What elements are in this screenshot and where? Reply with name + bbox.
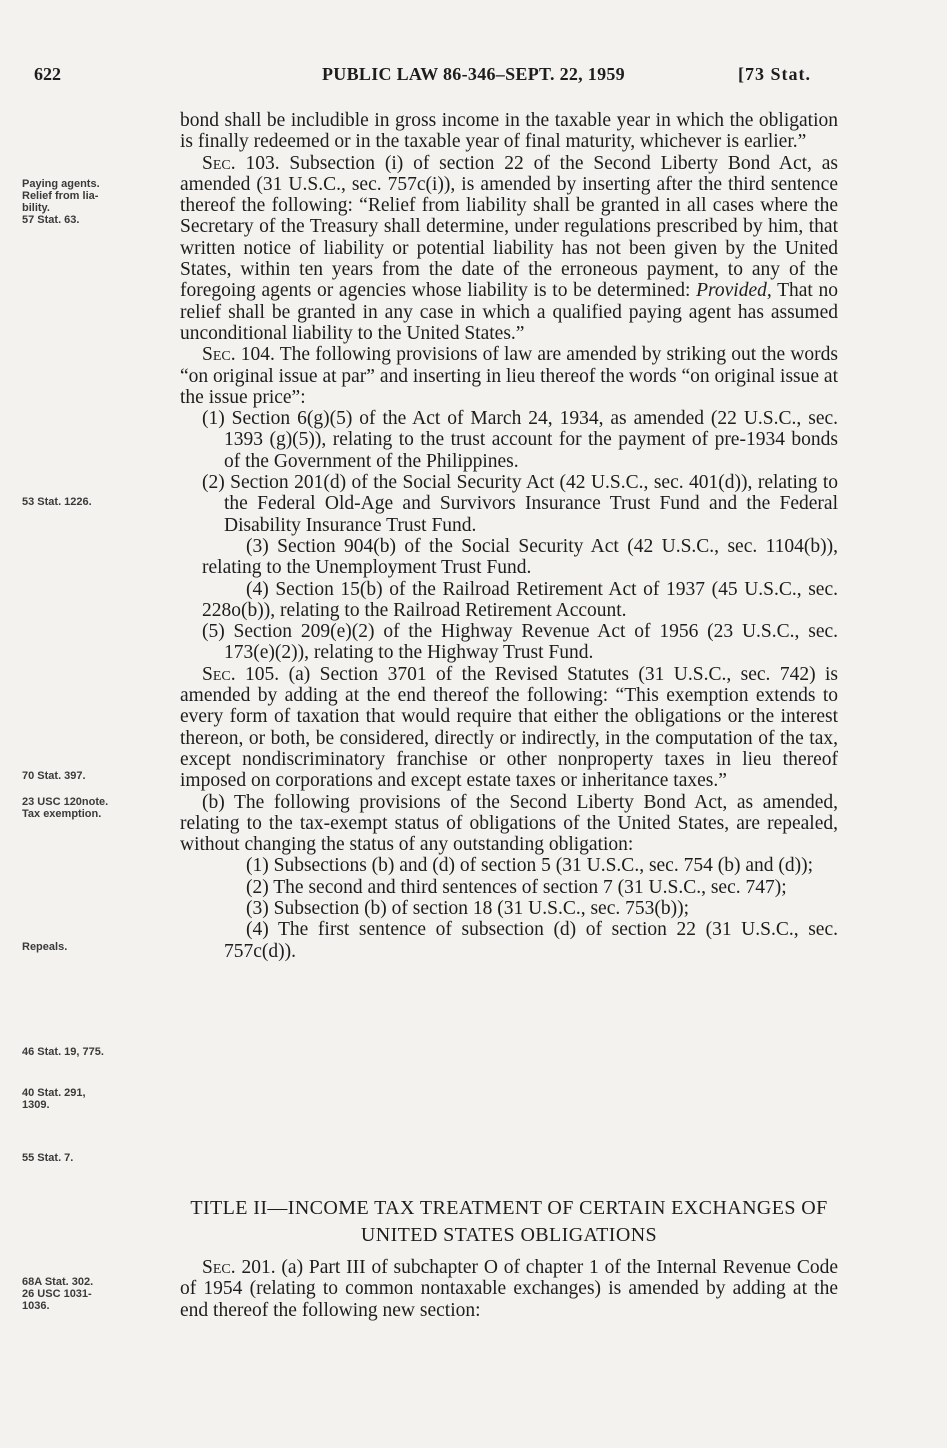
page-header (0, 64, 947, 88)
section-105-b-item-4: (4) The first sentence of subsection (d) of section 22 (31 U.S.C., sec. 757c(d)). (224, 919, 838, 962)
section-104-item-4: (4) Section 15(b) of the Railroad Retirement Act of 1937 (45 U.S.C., sec. 228o(b)), relating to the Railroad Retirement Account. (202, 578, 838, 621)
section-104-item-5: (5) Section 209(e)(2) of the Highway Revenue Act of 1956 (23 U.S.C., sec. 173(e)(2)), relating to the Highway Trust Fund. (202, 621, 838, 664)
section-105-b-item-3: (3) Subsection (b) of section 18 (31 U.S.C., sec. 753(b)); (246, 897, 690, 919)
section-104-item-1: (1) Section 6(g)(5) of the Act of March 24, 1934, as amended (22 U.S.C., sec. 1393 (g)(5)), relating to the trust account for the payment of pre-1934 bonds of the Government of the Philippines. (202, 408, 838, 472)
section-105-b: (b) The following provisions of the Second Liberty Bond Act, as amended, relating to the tax-exempt status of obligations of the United States, are repealed, without changing the status of any outstanding obligation: (180, 791, 838, 856)
margin-note-70-stat: 70 Stat. 397. (22, 770, 86, 782)
margin-note-tax-exemption: 23 USC 120note. Tax exemption. (22, 796, 109, 820)
body-text (180, 110, 838, 962)
paragraph-continuation: bond shall be includible in gross income in the taxable year in which the obligation is finally redeemed or in the taxable year of final maturity, whichever is earlier.” (180, 110, 838, 153)
page-number: 622 (34, 64, 61, 84)
margin-note-55-stat: 55 Stat. 7. (22, 1152, 74, 1164)
margin-note-53-stat: 53 Stat. 1226. (22, 496, 92, 508)
margin-note-repeals: Repeals. (22, 941, 68, 953)
title-ii-heading: TITLE II—INCOME TAX TREATMENT OF CERTAIN EXCHANGES OF UNITED STATES OBLIGATIONS (190, 1197, 828, 1246)
section-105-a: Sec. 105. (a) Section 3701 of the Revised Statutes (31 U.S.C., sec. 742) is amended by adding at the end thereof the following: “This exemption extends to every form of taxation that would require that either the obligations or the interest thereon, or both, be considered, directly or indirectly, in the computation of the tax, except nondiscriminatory franchise or other nonproperty taxes in lieu thereof imposed on corporations and except estate taxes or inheritance taxes.” (180, 663, 838, 792)
section-105-b-item-1: (1) Subsections (b) and (d) of section 5 (31 U.S.C., sec. 754 (b) and (d)); (246, 855, 814, 877)
margin-note-paying-agents: Paying agents. Relief from lia- bility. 57 Stat. 63. (22, 178, 100, 226)
section-105-b-item-2: (2) The second and third sentences of section 7 (31 U.S.C., sec. 747); (246, 876, 787, 898)
margin-note-46-stat: 46 Stat. 19, 775. (22, 1046, 104, 1058)
margin-note-40-stat: 40 Stat. 291, 1309. (22, 1087, 86, 1111)
section-104: Sec. 104. The following provisions of law are amended by striking out the words “on original issue at par” and inserting in lieu thereof the words “on original issue at the issue price”: (180, 344, 838, 408)
section-103: Sec. 103. Subsection (i) of section 22 of the Second Liberty Bond Act, as amended (31 U.S.C., sec. 757c(i)), is amended by inserting after the third sentence thereof the following: “Relief from liability shall be granted in all cases where the Secretary of the Treasury shall determine, under regulations prescribed by him, that written notice of liability or potential liability has not been given by the United States, within ten years from the date of the erroneous payment, to any of the foregoing agents or agencies whose liability is to be determined: Provided, That no relief shall be granted in any case in which a qualified paying agent has assumed unconditional liability to the United States.” (180, 152, 839, 344)
section-104-item-3: (3) Section 904(b) of the Social Security Act (42 U.S.C., sec. 1104(b)), relating to the Unemployment Trust Fund. (202, 535, 838, 579)
section-201-block (180, 1257, 838, 1321)
running-title: PUBLIC LAW 86-346–SEPT. 22, 1959 (322, 64, 625, 84)
section-201: Sec. 201. (a) Part III of subchapter O of chapter 1 of the Internal Revenue Code of 1954 (relating to common nontaxable exchanges) is amended by adding at the end thereof the following new section: (180, 1257, 839, 1321)
margin-note-68a-stat: 68A Stat. 302. 26 USC 1031- 1036. (22, 1276, 94, 1312)
statute-volume: [73 Stat. (738, 64, 811, 84)
section-104-item-2: (2) Section 201(d) of the Social Security Act (42 U.S.C., sec. 401(d)), relating to the Federal Old-Age and Survivors Insurance Trust Fund and the Federal Disability Insurance Trust Fund. (202, 472, 838, 536)
